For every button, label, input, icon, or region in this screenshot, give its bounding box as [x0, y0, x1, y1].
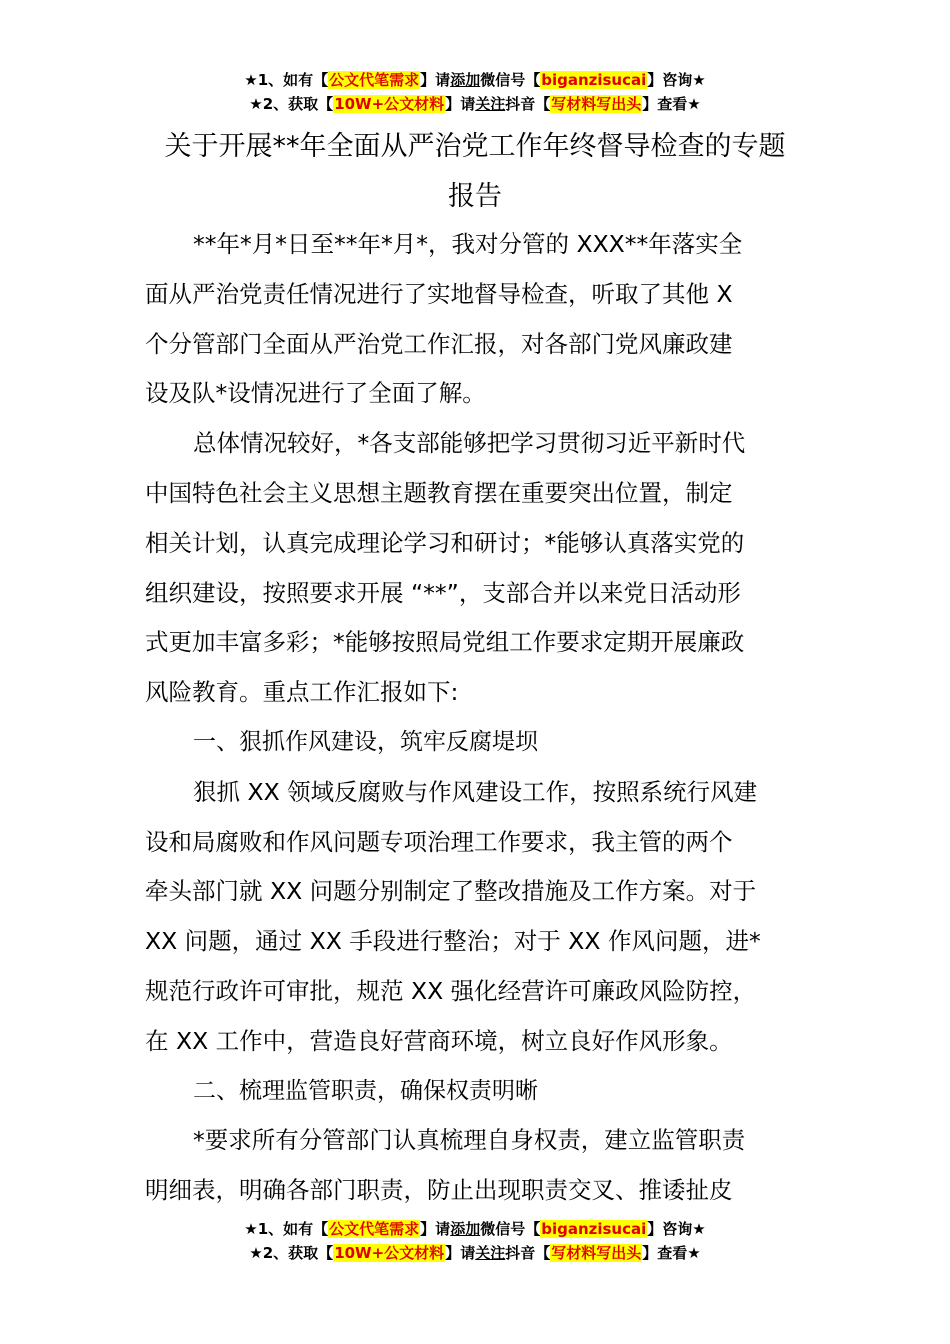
paragraph-line: 牵头部门就 XX 问题分别制定了整改措施及工作方案。对于	[145, 877, 757, 906]
promo-highlight: 公文代笔需求	[329, 71, 420, 89]
paragraph-line: **年*月*日至**年*月*，我对分管的 XXX**年落实全	[193, 230, 743, 258]
paragraph-line: 式更加丰富多彩；*能够按照局党组工作要求定期开展廉政	[145, 628, 745, 657]
promo-line-2	[0, 1241, 950, 1265]
promo-text: 】查看★	[642, 95, 701, 113]
promo-highlight: 写材料写出头	[551, 95, 642, 113]
title-line: 报告	[448, 181, 502, 212]
promo-highlight: 公文代笔需求	[329, 1220, 420, 1238]
promo-highlight: 10W+公文材料	[334, 1244, 445, 1262]
promo-text: 】咨询★	[647, 71, 706, 89]
promo-text: ★1、如有【	[244, 71, 329, 89]
paragraph-line: 狠抓 XX 领域反腐败与作风建设工作，按照系统行风建	[193, 777, 758, 806]
promo-line-1	[0, 1217, 950, 1241]
promo-text: ★2、获取【	[249, 1244, 334, 1262]
paragraph-line: 面从严治党责任情况进行了实地督导检查，听取了其他 X	[145, 279, 733, 308]
promo-text: 】请	[420, 71, 451, 89]
promo-text: 】请	[420, 1220, 451, 1238]
promo-text: 】查看★	[642, 1244, 701, 1262]
promo-line-2	[0, 92, 950, 116]
paragraph-line: 在 XX 工作中，营造良好营商环境，树立良好作风形象。	[145, 1026, 733, 1055]
promo-text: 】咨询★	[647, 1220, 706, 1238]
promo-banner-top	[0, 68, 950, 116]
promo-text: ★2、获取【	[249, 95, 334, 113]
paragraph-line: 中国特色社会主义思想主题教育摆在重要突出位置，制定	[145, 478, 733, 507]
paragraph-line: 总体情况较好，*各支部能够把学习贯彻习近平新时代	[193, 429, 746, 458]
paragraph-line: 明细表，明确各部门职责，防止出现职责交叉、推诿扯皮	[145, 1176, 733, 1205]
document-title	[100, 122, 850, 222]
promo-highlight: biganzisucai	[541, 71, 647, 89]
paragraph-line: 规范行政许可审批，规范 XX 强化经营许可廉政风险防控，	[145, 976, 757, 1005]
promo-text: 微信号【	[480, 1220, 541, 1238]
section-heading: 一、狠抓作风建设，筑牢反腐堤坝	[193, 728, 538, 755]
paragraph-line: 相关计划，认真完成理论学习和研讨；*能够认真落实党的	[145, 528, 745, 557]
paragraph-line: 风险教育。重点工作汇报如下:	[145, 678, 459, 707]
section-heading: 二、梳理监管职责，确保权责明晰	[193, 1077, 538, 1104]
paragraph-line: 设及队*设情况进行了全面了解。	[145, 379, 486, 408]
promo-text: 】请	[445, 95, 476, 113]
promo-text: 微信号【	[480, 71, 541, 89]
paragraph-line: XX 问题，通过 XX 手段进行整治；对于 XX 作风问题，进*	[145, 927, 761, 956]
title-line: 关于开展**年全面从严治党工作年终督导检查的专题	[164, 131, 786, 162]
promo-text: 】请	[445, 1244, 476, 1262]
promo-line-1	[0, 68, 950, 92]
promo-highlight: 写材料写出头	[551, 1244, 642, 1262]
promo-text: ★1、如有【	[244, 1220, 329, 1238]
document-body	[145, 220, 810, 1216]
promo-banner-bottom	[0, 1217, 950, 1265]
promo-underline: 关注	[475, 1244, 506, 1262]
promo-text: 抖音【	[505, 1244, 551, 1262]
promo-highlight: biganzisucai	[541, 1220, 647, 1238]
promo-underline: 添加	[450, 71, 481, 89]
promo-highlight: 10W+公文材料	[334, 95, 445, 113]
paragraph-line: 个分管部门全面从严治党工作汇报，对各部门党风廉政建	[145, 329, 733, 358]
paragraph-line: *要求所有分管部门认真梳理自身权责，建立监管职责	[193, 1126, 746, 1155]
promo-underline: 添加	[450, 1220, 481, 1238]
promo-underline: 关注	[475, 95, 506, 113]
paragraph-line: 组织建设，按照要求开展 “**”，支部合并以来党日活动形	[145, 578, 741, 607]
promo-text: 抖音【	[505, 95, 551, 113]
paragraph-line: 设和局腐败和作风问题专项治理工作要求，我主管的两个	[145, 827, 733, 856]
